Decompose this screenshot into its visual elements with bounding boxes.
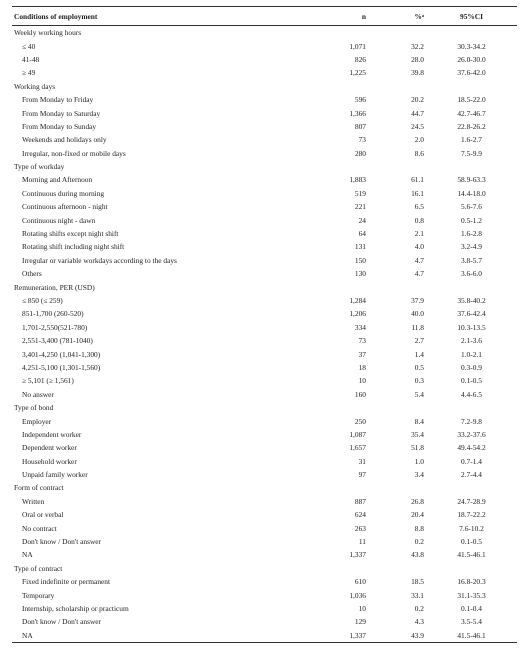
header-ci: 95%CI xyxy=(426,7,517,26)
row-ci: 0.1-0.4 xyxy=(461,603,482,613)
table-row xyxy=(12,106,517,119)
row-label: Morning and Afternoon xyxy=(22,175,93,185)
row-percent: 18.5 xyxy=(411,577,424,587)
table-row xyxy=(12,147,517,160)
row-label: Household worker xyxy=(22,456,77,466)
row-ci: 0.3-0.9 xyxy=(461,362,482,372)
row-ci: 0.1-0.5 xyxy=(461,537,482,547)
row-label: 41-48 xyxy=(22,54,40,64)
table-row xyxy=(12,521,517,534)
row-n: 826 xyxy=(354,54,366,64)
table-row xyxy=(12,455,517,468)
header-conditions: Conditions of employment xyxy=(12,7,312,26)
row-percent: 4.3 xyxy=(414,617,424,627)
row-label: ≤ 850 (≤ 259) xyxy=(22,296,63,305)
row-percent: 39.8 xyxy=(411,68,424,78)
row-percent: 51.8 xyxy=(411,443,424,453)
row-ci: 58.9-63.3 xyxy=(457,175,486,185)
row-label: Irregular or variable workdays according to the days xyxy=(22,255,177,265)
row-label: Rotating shifts except night shift xyxy=(22,229,119,239)
table-row xyxy=(12,508,517,521)
row-n: 18 xyxy=(358,362,366,372)
row-n: 160 xyxy=(354,389,366,399)
row-ci: 16.8-20.3 xyxy=(457,577,486,587)
section-label: Remuneration, PER (USD) xyxy=(14,282,95,292)
row-ci: 3.8-5.7 xyxy=(461,255,482,265)
row-n: 64 xyxy=(358,229,366,239)
row-ci: 5.6-7.6 xyxy=(461,202,482,212)
table-row xyxy=(12,39,517,52)
section-label: Type of contract xyxy=(14,563,63,573)
table-row xyxy=(12,441,517,454)
section-row xyxy=(12,26,517,40)
section-row xyxy=(12,401,517,414)
row-ci: 4.4-6.5 xyxy=(461,389,482,399)
table-row xyxy=(12,334,517,347)
section-row xyxy=(12,80,517,93)
table-row xyxy=(12,361,517,374)
row-percent: 4.0 xyxy=(414,242,424,252)
row-label: 851-1,700 (260-520) xyxy=(22,309,84,319)
table-body xyxy=(12,26,517,643)
table-row xyxy=(12,240,517,253)
row-label: Dependent worker xyxy=(22,443,77,453)
row-n: 807 xyxy=(354,121,366,131)
row-n: 280 xyxy=(354,148,366,158)
row-ci: 2.1-3.6 xyxy=(461,336,482,346)
row-label: Continuous night - dawn xyxy=(22,215,96,225)
table-row xyxy=(12,575,517,588)
row-label: Internship, scholarship or practicum xyxy=(22,603,129,613)
table-header-row xyxy=(12,7,517,26)
table-row xyxy=(12,307,517,320)
row-label: 4,251-5,100 (1,301-1,560) xyxy=(22,362,101,372)
row-percent: 24.5 xyxy=(411,121,424,131)
section-row xyxy=(12,160,517,173)
row-percent: 1.0 xyxy=(414,456,424,466)
row-percent: 61.1 xyxy=(411,175,424,185)
row-n: 31 xyxy=(358,456,366,466)
row-n: 24 xyxy=(358,215,366,225)
row-n: 130 xyxy=(354,269,366,279)
row-n: 250 xyxy=(354,416,366,426)
row-n: 97 xyxy=(358,470,366,480)
row-label: Temporary xyxy=(22,590,55,600)
table-row xyxy=(12,535,517,548)
row-ci: 7.2-9.8 xyxy=(461,416,482,426)
row-label: Rotating shift including night shift xyxy=(22,242,125,252)
employment-conditions-table xyxy=(12,6,517,643)
row-ci: 33.2-37.6 xyxy=(457,429,486,439)
row-percent: 0.2 xyxy=(414,537,424,547)
row-percent: 0.5 xyxy=(414,362,424,372)
row-label: NA xyxy=(22,550,33,560)
table-row xyxy=(12,468,517,481)
row-percent: 37.9 xyxy=(411,296,424,305)
row-n: 10 xyxy=(358,376,366,386)
table-row xyxy=(12,548,517,561)
row-n: 73 xyxy=(358,336,366,346)
section-label: Type of bond xyxy=(14,403,54,413)
table-row xyxy=(12,200,517,213)
table-row xyxy=(12,53,517,66)
table-row xyxy=(12,227,517,240)
row-percent: 8.8 xyxy=(414,523,424,533)
row-ci: 22.8-26.2 xyxy=(457,121,486,131)
table-row xyxy=(12,93,517,106)
row-ci: 37.6-42.0 xyxy=(457,68,486,78)
row-percent: 0.8 xyxy=(414,215,424,225)
row-n: 1,036 xyxy=(349,590,366,600)
row-label: No answer xyxy=(22,389,54,399)
row-label: From Monday to Saturday xyxy=(22,108,101,118)
header-percent: %ᵃ xyxy=(368,7,426,26)
table-row xyxy=(12,374,517,387)
row-n: 263 xyxy=(354,523,366,533)
row-n: 150 xyxy=(354,255,366,265)
row-label: Don't know / Don't answer xyxy=(22,617,102,627)
row-n: 1,206 xyxy=(349,309,366,319)
row-percent: 26.8 xyxy=(411,496,424,506)
row-label: No contract xyxy=(22,523,57,533)
row-label: 3,401-4,250 (1,041-1,300) xyxy=(22,349,101,359)
row-n: 1,337 xyxy=(349,550,366,560)
row-ci: 3.6-6.0 xyxy=(461,269,482,279)
row-label: 2,551-3,400 (781-1040) xyxy=(22,336,93,346)
row-ci: 3.2-4.9 xyxy=(461,242,482,252)
section-label: Form of contract xyxy=(14,483,64,493)
row-n: 610 xyxy=(354,577,366,587)
row-ci: 41.5-46.1 xyxy=(426,629,517,643)
row-ci: 1.6-2.7 xyxy=(461,135,482,145)
row-ci: 42.7-46.7 xyxy=(457,108,486,118)
row-percent: 16.1 xyxy=(411,188,424,198)
table-row xyxy=(12,629,517,643)
row-label: Continuous afternoon - night xyxy=(22,202,108,212)
row-percent: 0.2 xyxy=(414,603,424,613)
row-percent: 2.7 xyxy=(414,336,424,346)
row-label: Independent worker xyxy=(22,429,82,439)
row-percent: 35.4 xyxy=(411,429,424,439)
row-ci: 49.4-54.2 xyxy=(457,443,486,453)
row-n: 129 xyxy=(354,617,366,627)
table-row xyxy=(12,602,517,615)
row-n: 131 xyxy=(354,242,366,252)
table-row xyxy=(12,615,517,628)
row-label: NA xyxy=(12,629,312,643)
row-ci: 37.6-42.4 xyxy=(457,309,486,319)
table-row xyxy=(12,588,517,601)
section-row xyxy=(12,280,517,293)
table-row xyxy=(12,133,517,146)
row-label: Weekends and holidays only xyxy=(22,135,107,145)
row-percent: 8.4 xyxy=(414,416,424,426)
row-n: 1,337 xyxy=(312,629,368,643)
row-n: 1,883 xyxy=(349,175,366,185)
row-label: Employer xyxy=(22,416,52,426)
table-row xyxy=(12,347,517,360)
row-percent: 1.4 xyxy=(414,349,424,359)
row-ci: 14.4-18.0 xyxy=(457,188,486,198)
row-label: ≤ 40 xyxy=(22,41,36,51)
row-n: 1,087 xyxy=(349,429,366,439)
row-n: 10 xyxy=(358,603,366,613)
row-ci: 26.0-30.0 xyxy=(457,54,486,64)
row-percent: 4.7 xyxy=(414,269,424,279)
row-percent: 32.2 xyxy=(411,41,424,51)
row-percent: 2.1 xyxy=(414,229,424,239)
row-ci: 2.7-4.4 xyxy=(461,470,482,480)
row-label: Written xyxy=(22,496,45,506)
row-ci: 0.1-0.5 xyxy=(461,376,482,386)
row-label: Don't know / Don't answer xyxy=(22,537,102,547)
row-percent: 5.4 xyxy=(414,389,424,399)
row-n: 596 xyxy=(354,95,366,105)
row-label: Continuous during morning xyxy=(22,188,105,198)
row-percent: 40.0 xyxy=(411,309,424,319)
table-row xyxy=(12,66,517,79)
row-percent: 43.9 xyxy=(368,629,426,643)
row-n: 37 xyxy=(358,349,366,359)
row-n: 221 xyxy=(354,202,366,212)
row-n: 1,225 xyxy=(349,68,366,78)
table-row xyxy=(12,187,517,200)
row-ci: 24.7-28.9 xyxy=(457,496,486,506)
row-percent: 6.5 xyxy=(414,202,424,212)
row-n: 11 xyxy=(358,537,366,547)
row-n: 334 xyxy=(354,322,366,332)
row-percent: 28.0 xyxy=(411,54,424,64)
row-percent: 11.8 xyxy=(411,322,424,332)
row-percent: 44.7 xyxy=(411,108,424,118)
row-n: 1,366 xyxy=(349,108,366,118)
row-label: 1,701-2,550(521-780) xyxy=(22,322,88,332)
row-label: Unpaid family worker xyxy=(22,470,88,480)
row-ci: 0.5-1.2 xyxy=(461,215,482,225)
row-percent: 4.7 xyxy=(414,255,424,265)
section-label: Weekly working hours xyxy=(14,28,82,38)
table-row xyxy=(12,388,517,401)
row-ci: 31.1-35.3 xyxy=(457,590,486,600)
row-label: Irregular, non-fixed or mobile days xyxy=(22,148,126,158)
section-row xyxy=(12,562,517,575)
row-ci: 18.7-22.2 xyxy=(457,510,486,520)
row-ci: 10.3-13.5 xyxy=(457,322,486,332)
row-n: 1,657 xyxy=(349,443,366,453)
row-label: From Monday to Sunday xyxy=(22,121,97,131)
row-ci: 18.5-22.0 xyxy=(457,95,486,105)
row-label: Others xyxy=(22,269,42,279)
table-row xyxy=(12,495,517,508)
row-percent: 8.6 xyxy=(414,148,424,158)
row-ci: 30.3-34.2 xyxy=(457,41,486,51)
row-ci: 1.6-2.8 xyxy=(461,229,482,239)
row-n: 1,284 xyxy=(349,296,366,305)
row-label: ≥ 49 xyxy=(22,68,36,78)
row-ci: 0.7-1.4 xyxy=(461,456,482,466)
section-row xyxy=(12,481,517,494)
row-ci: 1.0-2.1 xyxy=(461,349,482,359)
row-percent: 20.2 xyxy=(411,95,424,105)
row-n: 887 xyxy=(354,496,366,506)
row-ci: 41.5-46.1 xyxy=(457,550,486,560)
table-row xyxy=(12,294,517,307)
row-n: 73 xyxy=(358,135,366,145)
row-ci: 7.6-10.2 xyxy=(459,523,484,533)
row-percent: 33.1 xyxy=(411,590,424,600)
header-n: n xyxy=(312,7,368,26)
table-row xyxy=(12,254,517,267)
table-row xyxy=(12,267,517,280)
row-ci: 7.5-9.9 xyxy=(461,148,482,158)
row-percent: 43.8 xyxy=(411,550,424,560)
row-percent: 0.3 xyxy=(414,376,424,386)
table-row xyxy=(12,120,517,133)
row-n: 1,071 xyxy=(349,41,366,51)
row-label: ≥ 5,101 (≥ 1,561) xyxy=(22,376,74,386)
table-row xyxy=(12,428,517,441)
row-label: From Monday to Friday xyxy=(22,95,94,105)
table-row xyxy=(12,414,517,427)
section-label: Working days xyxy=(14,81,56,91)
row-percent: 3.4 xyxy=(414,470,424,480)
row-percent: 20.4 xyxy=(411,510,424,520)
table-row xyxy=(12,173,517,186)
row-label: Fixed indefinite or permanent xyxy=(22,577,111,587)
row-n: 519 xyxy=(354,188,366,198)
table-row xyxy=(12,321,517,334)
row-label: Oral or verbal xyxy=(22,510,64,520)
row-n: 624 xyxy=(354,510,366,520)
row-ci: 3.5-5.4 xyxy=(461,617,482,627)
row-percent: 2.0 xyxy=(414,135,424,145)
section-label: Type of workday xyxy=(14,162,65,172)
row-ci: 35.8-40.2 xyxy=(457,296,486,305)
table-row xyxy=(12,213,517,226)
